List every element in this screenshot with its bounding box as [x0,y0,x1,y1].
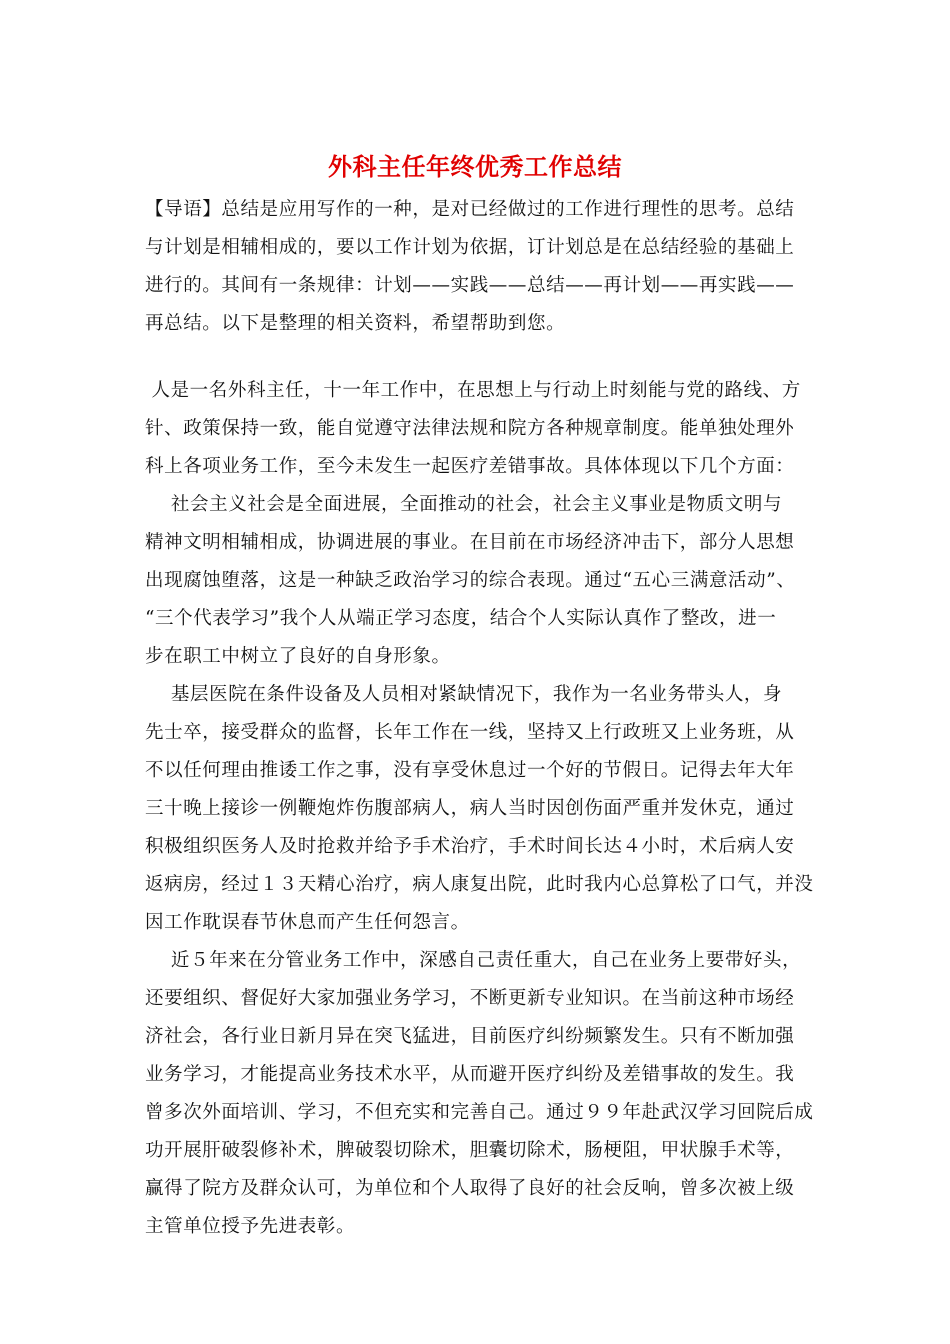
text-line: 因工作耽误春节休息而产生任何怨言。 [145,912,470,933]
text-line: 曾多次外面培训、学习，不但充实和完善自己。通过９９年赴武汉学习回院后成 [145,1102,814,1123]
text-line: 主管单位授予先进表彰。 [145,1216,356,1237]
text-line: 出现腐蚀堕落，这是一种缺乏政治学习的综合表现。通过“五心三满意活动”、 [145,570,796,591]
text-line: 先士卒，接受群众的监督，长年工作在一线，坚持又上行政班又上业务班，从 [145,722,795,743]
text-line: 进行的。其间有一条规律：计划——实践——总结——再计划——再实践—— [145,275,795,296]
document-title: 外科主任年终优秀工作总结 [328,152,622,181]
text-line: 【导语】总结是应用写作的一种，是对已经做过的工作进行理性的思考。总结 [145,199,795,220]
text-line: 业务学习，才能提高业务技术水平，从而避开医疗纠纷及差错事故的发生。我 [145,1064,795,1085]
text-line: 近５年来在分管业务工作中，深感自己责任重大，自己在业务上要带好头， [145,950,802,971]
text-line: 积极组织医务人及时抢救并给予手术治疗，手术时间长达４小时，术后病人安 [145,836,795,857]
text-line: 赢得了院方及群众认可，为单位和个人取得了良好的社会反响，曾多次被上级 [145,1178,795,1199]
text-line: 与计划是相辅相成的，要以工作计划为依据，订计划总是在总结经验的基础上 [145,237,795,258]
text-line: 三十晚上接诊一例鞭炮炸伤腹部病人，病人当时因创伤面严重并发休克，通过 [145,798,795,819]
text-line: 返病房，经过１３天精心治疗，病人康复出院，此时我内心总算松了口气，并没 [145,874,814,895]
text-line: 功开展肝破裂修补术，脾破裂切除术，胆囊切除术，肠梗阻，甲状腺手术等， [145,1140,795,1161]
text-line: 不以任何理由推诿工作之事，没有享受休息过一个好的节假日。记得去年大年 [145,760,795,781]
text-line: “三个代表学习”我个人从端正学习态度，结合个人实际认真作了整改，进一 [145,608,777,629]
text-line: 科上各项业务工作，至今未发生一起医疗差错事故。具体体现以下几个方面： [145,456,795,477]
text-line: 针、政策保持一致，能自觉遵守法律法规和院方各种规章制度。能单独处理外 [145,418,795,439]
text-line: 步在职工中树立了良好的自身形象。 [145,646,451,667]
text-line: 精神文明相辅相成，协调进展的事业。在目前在市场经济冲击下，部分人思想 [145,532,795,553]
text-line: 社会主义社会是全面进展，全面推动的社会，社会主义事业是物质文明与 [145,494,783,515]
text-line: 人是一名外科主任，十一年工作中，在思想上与行动上时刻能与党的路线、方 [145,380,801,401]
text-line: 再总结。以下是整理的相关资料，希望帮助到您。 [145,313,566,334]
text-line: 还要组织、督促好大家加强业务学习，不断更新专业知识。在当前这种市场经 [145,988,795,1009]
text-line: 济社会，各行业日新月异在突飞猛进，目前医疗纠纷频繁发生。只有不断加强 [145,1026,795,1047]
text-line: 基层医院在条件设备及人员相对紧缺情况下，我作为一名业务带头人，身 [145,684,783,705]
